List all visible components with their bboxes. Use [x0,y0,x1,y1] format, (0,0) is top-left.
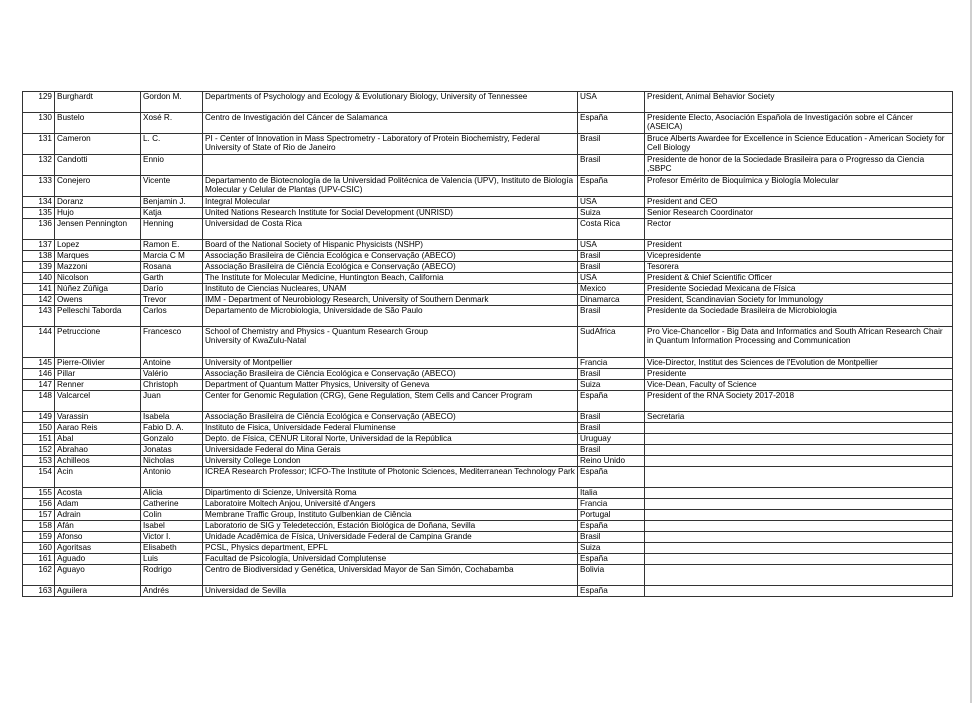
table-row [23,488,953,499]
row-number-cell: 133 [23,176,55,197]
institution-cell: PI - Center of Innovation in Mass Spectrometry - Laboratory of Protein Biochemistry, Federal University of State of Rio de Janeiro [203,134,578,155]
last-name-cell: Achilleos [55,456,141,467]
institution-cell: Associação Brasileira de Ciência Ecológica e Conservação (ABECO) [203,369,578,380]
institution-cell: Departments of Psychology and Ecology & Evolutionary Biology, University of Tennessee [203,92,578,113]
country-cell: Francia [578,358,645,369]
country-cell: Brasil [578,306,645,327]
position-cell: Vicepresidente [645,251,953,262]
first-name-cell: Garth [141,273,203,284]
first-name-cell: Carlos [141,306,203,327]
institution-cell: Dipartimento di Scienze, Università Roma [203,488,578,499]
position-cell [645,543,953,554]
first-name-cell: Gordon M. [141,92,203,113]
table-row [23,380,953,391]
institution-cell: Unidade Acadêmica de Física, Universidade Federal de Campina Grande [203,532,578,543]
position-cell [645,532,953,543]
table-row [23,92,953,113]
country-cell: Brasil [578,532,645,543]
last-name-cell: Afán [55,521,141,532]
table-row [23,412,953,423]
table-row [23,327,953,358]
row-number-cell: 158 [23,521,55,532]
country-cell: USA [578,240,645,251]
first-name-cell: Alicia [141,488,203,499]
position-cell [645,586,953,597]
row-number-cell: 143 [23,306,55,327]
last-name-cell: Nicolson [55,273,141,284]
institution-cell: Centro de Biodiversidad y Genética, Universidad Mayor de San Simón, Cochabamba [203,565,578,586]
institution-cell: Associação Brasileira de Ciência Ecológica e Conservação (ABECO) [203,262,578,273]
country-cell: Brasil [578,134,645,155]
last-name-cell: Abrahao [55,445,141,456]
position-cell [645,554,953,565]
institution-cell: Universidad de Costa Rica [203,219,578,240]
country-cell: Suiza [578,543,645,554]
first-name-cell: Marcia C M [141,251,203,262]
position-cell [645,521,953,532]
last-name-cell: Abal [55,434,141,445]
country-cell: USA [578,273,645,284]
institution-cell: School of Chemistry and Physics - Quantum Research Group University of KwaZulu-Natal [203,327,578,358]
country-cell: Reino Unido [578,456,645,467]
table-row [23,510,953,521]
country-cell: Bolivia [578,565,645,586]
first-name-cell: Colin [141,510,203,521]
row-number-cell: 142 [23,295,55,306]
table-row [23,499,953,510]
table-row [23,219,953,240]
position-cell: Vice-Director, Institut des Sciences de l'Evolution de Montpellier [645,358,953,369]
table-row [23,369,953,380]
last-name-cell: Acin [55,467,141,488]
first-name-cell: Henning [141,219,203,240]
row-number-cell: 145 [23,358,55,369]
position-cell [645,456,953,467]
country-cell: España [578,554,645,565]
country-cell: España [578,113,645,134]
country-cell: España [578,586,645,597]
first-name-cell: Christoph [141,380,203,391]
country-cell: Mexico [578,284,645,295]
first-name-cell: Andrés [141,586,203,597]
institution-cell: Instituto de Fisica, Universidade Federal Fluminense [203,423,578,434]
country-cell: Brasil [578,262,645,273]
first-name-cell: Gonzalo [141,434,203,445]
row-number-cell: 135 [23,208,55,219]
country-cell: Suiza [578,380,645,391]
table-row [23,467,953,488]
table-row [23,251,953,262]
last-name-cell: Candotti [55,155,141,176]
country-cell: Brasil [578,412,645,423]
row-number-cell: 146 [23,369,55,380]
table-row [23,273,953,284]
table-row [23,155,953,176]
position-cell: Tesorera [645,262,953,273]
last-name-cell: Pierre-Olivier [55,358,141,369]
country-cell: Suiza [578,208,645,219]
institution-cell: Depto. de Física, CENUR Litoral Norte, Universidad de la República [203,434,578,445]
table-row [23,391,953,412]
table-body [23,92,953,597]
position-cell: Vice-Dean, Faculty of Science [645,380,953,391]
position-cell [645,488,953,499]
table-row [23,197,953,208]
last-name-cell: Petruccione [55,327,141,358]
last-name-cell: Adrain [55,510,141,521]
institution-cell: Facultad de Psicología, Universidad Complutense [203,554,578,565]
table-row [23,358,953,369]
row-number-cell: 131 [23,134,55,155]
country-cell: España [578,521,645,532]
institution-cell: Laboratoire Moltech Anjou, Université d'Angers [203,499,578,510]
first-name-cell: Antonio [141,467,203,488]
first-name-cell: Antoine [141,358,203,369]
last-name-cell: Burghardt [55,92,141,113]
position-cell: Profesor Emérito de Bioquímica y Biología Molecular [645,176,953,197]
institution-cell: Department of Quantum Matter Physics, University of Geneva [203,380,578,391]
position-cell [645,510,953,521]
row-number-cell: 148 [23,391,55,412]
row-number-cell: 157 [23,510,55,521]
position-cell: Senior Research Coordinator [645,208,953,219]
first-name-cell: Benjamin J. [141,197,203,208]
first-name-cell: Juan [141,391,203,412]
row-number-cell: 154 [23,467,55,488]
country-cell: Brasil [578,423,645,434]
institution-cell: University of Montpellier [203,358,578,369]
country-cell: Brasil [578,155,645,176]
table-row [23,554,953,565]
institution-cell: Centro de Investigación del Cáncer de Salamanca [203,113,578,134]
table-row [23,306,953,327]
institution-cell: Laboratorio de SIG y Teledetección, Estación Biológica de Doñana, Sevilla [203,521,578,532]
first-name-cell: Trevor [141,295,203,306]
first-name-cell: Isabela [141,412,203,423]
last-name-cell: Aguilera [55,586,141,597]
position-cell: Secretaria [645,412,953,423]
table-row [23,284,953,295]
row-number-cell: 147 [23,380,55,391]
last-name-cell: Agoritsas [55,543,141,554]
table-row [23,532,953,543]
position-cell: Presidente [645,369,953,380]
table-row [23,295,953,306]
first-name-cell: Ennio [141,155,203,176]
row-number-cell: 132 [23,155,55,176]
last-name-cell: Renner [55,380,141,391]
first-name-cell: Katja [141,208,203,219]
table-row [23,456,953,467]
first-name-cell: Catherine [141,499,203,510]
table-row [23,586,953,597]
first-name-cell: Elisabeth [141,543,203,554]
first-name-cell: Victor I. [141,532,203,543]
row-number-cell: 129 [23,92,55,113]
institution-cell: Associação Brasileira de Ciência Ecológica e Conservação (ABECO) [203,251,578,262]
first-name-cell: Nicholas [141,456,203,467]
row-number-cell: 160 [23,543,55,554]
first-name-cell: Ramon E. [141,240,203,251]
first-name-cell: Jonatas [141,445,203,456]
institution-cell: Center for Genomic Regulation (CRG), Gene Regulation, Stem Cells and Cancer Program [203,391,578,412]
first-name-cell: Xosé R. [141,113,203,134]
row-number-cell: 140 [23,273,55,284]
table-row [23,423,953,434]
row-number-cell: 130 [23,113,55,134]
position-cell [645,565,953,586]
institution-cell: ICREA Research Professor; ICFO-The Institute of Photonic Sciences, Mediterranean Technology Park [203,467,578,488]
last-name-cell: Núñez Zúñiga [55,284,141,295]
row-number-cell: 156 [23,499,55,510]
institution-cell: University College London [203,456,578,467]
first-name-cell: Darío [141,284,203,295]
table-row [23,565,953,586]
row-number-cell: 159 [23,532,55,543]
country-cell: SudAfrica [578,327,645,358]
institution-cell: Universidad de Sevilla [203,586,578,597]
country-cell: Portugal [578,510,645,521]
position-cell: Presidente da Sociedade Brasileira de Microbiologia [645,306,953,327]
country-cell: USA [578,197,645,208]
position-cell: President, Animal Behavior Society [645,92,953,113]
position-cell: Rector [645,219,953,240]
institution-cell: The Institute for Molecular Medicine, Huntington Beach, California [203,273,578,284]
first-name-cell: Luis [141,554,203,565]
row-number-cell: 141 [23,284,55,295]
institution-cell: Departamento de Biotecnología de la Universidad Politécnica de Valencia (UPV), Instituto de Biología Molecular y Celular de Plantas (UPV-CSIC) [203,176,578,197]
country-cell: España [578,176,645,197]
position-cell: President & Chief Scientific Officer [645,273,953,284]
last-name-cell: Owens [55,295,141,306]
institution-cell: Instituto de Ciencias Nucleares, UNAM [203,284,578,295]
country-cell: USA [578,92,645,113]
row-number-cell: 163 [23,586,55,597]
first-name-cell: Valério [141,369,203,380]
position-cell: Bruce Alberts Awardee for Excellence in Science Education - American Society for Cell Biology [645,134,953,155]
country-cell: Italia [578,488,645,499]
position-cell [645,499,953,510]
institution-cell: Board of the National Society of Hispanic Physicists (NSHP) [203,240,578,251]
first-name-cell: Vicente [141,176,203,197]
table-row [23,134,953,155]
position-cell [645,434,953,445]
institution-cell: Departamento de Microbiologia, Universidade de São Paulo [203,306,578,327]
last-name-cell: Pillar [55,369,141,380]
position-cell: Presidente Sociedad Mexicana de Física [645,284,953,295]
last-name-cell: Aguayo [55,565,141,586]
row-number-cell: 139 [23,262,55,273]
row-number-cell: 144 [23,327,55,358]
last-name-cell: Lopez [55,240,141,251]
institution-cell: Associação Brasileira de Ciência Ecológica e Conservação (ABECO) [203,412,578,423]
country-cell: España [578,391,645,412]
first-name-cell: Rodrigo [141,565,203,586]
table-row [23,521,953,532]
table-row [23,240,953,251]
country-cell: Brasil [578,251,645,262]
row-number-cell: 155 [23,488,55,499]
table-row [23,445,953,456]
row-number-cell: 151 [23,434,55,445]
table-row [23,262,953,273]
country-cell: Dinamarca [578,295,645,306]
last-name-cell: Conejero [55,176,141,197]
position-cell: Presidente de honor de la Sociedade Brasileira para o Progresso da Ciencia ,SBPC [645,155,953,176]
position-cell [645,467,953,488]
row-number-cell: 149 [23,412,55,423]
last-name-cell: Afonso [55,532,141,543]
institution-cell [203,155,578,176]
country-cell: Uruguay [578,434,645,445]
position-cell: President, Scandinavian Society for Immunology [645,295,953,306]
signatories-table [22,91,953,597]
first-name-cell: Rosana [141,262,203,273]
row-number-cell: 136 [23,219,55,240]
first-name-cell: Isabel [141,521,203,532]
last-name-cell: Aguado [55,554,141,565]
last-name-cell: Doranz [55,197,141,208]
last-name-cell: Aarao Reis [55,423,141,434]
row-number-cell: 161 [23,554,55,565]
position-cell: President and CEO [645,197,953,208]
position-cell: President of the RNA Society 2017-2018 [645,391,953,412]
last-name-cell: Hujo [55,208,141,219]
last-name-cell: Bustelo [55,113,141,134]
last-name-cell: Valcarcel [55,391,141,412]
last-name-cell: Cameron [55,134,141,155]
last-name-cell: Mazzoni [55,262,141,273]
last-name-cell: Marques [55,251,141,262]
row-number-cell: 137 [23,240,55,251]
table-row [23,543,953,554]
institution-cell: IMM - Department of Neurobiology Research, University of Southern Denmark [203,295,578,306]
institution-cell: Membrane Traffic Group, Instituto Gulbenkian de Ciência [203,510,578,521]
position-cell: President [645,240,953,251]
last-name-cell: Adam [55,499,141,510]
table-row [23,176,953,197]
row-number-cell: 152 [23,445,55,456]
row-number-cell: 153 [23,456,55,467]
first-name-cell: L. C. [141,134,203,155]
last-name-cell: Pelleschi Taborda [55,306,141,327]
row-number-cell: 138 [23,251,55,262]
table-row [23,434,953,445]
row-number-cell: 134 [23,197,55,208]
country-cell: Francia [578,499,645,510]
position-cell: Presidente Electo, Asociación Española de Investigación sobre el Cáncer (ASEICA) [645,113,953,134]
institution-cell: Universidade Federal do Mina Gerais [203,445,578,456]
country-cell: España [578,467,645,488]
institution-cell: Integral Molecular [203,197,578,208]
first-name-cell: Francesco [141,327,203,358]
institution-cell: United Nations Research Institute for Social Development (UNRISD) [203,208,578,219]
row-number-cell: 150 [23,423,55,434]
last-name-cell: Acosta [55,488,141,499]
first-name-cell: Fabio D. A. [141,423,203,434]
table-row [23,113,953,134]
country-cell: Brasil [578,445,645,456]
country-cell: Costa Rica [578,219,645,240]
country-cell: Brasil [578,369,645,380]
last-name-cell: Varassin [55,412,141,423]
row-number-cell: 162 [23,565,55,586]
position-cell [645,445,953,456]
last-name-cell: Jensen Pennington [55,219,141,240]
institution-cell: PCSL, Physics department, EPFL [203,543,578,554]
position-cell [645,423,953,434]
table-row [23,208,953,219]
position-cell: Pro Vice-Chancellor - Big Data and Informatics and South African Research Chair in Quantum Information Processing and Communication [645,327,953,358]
